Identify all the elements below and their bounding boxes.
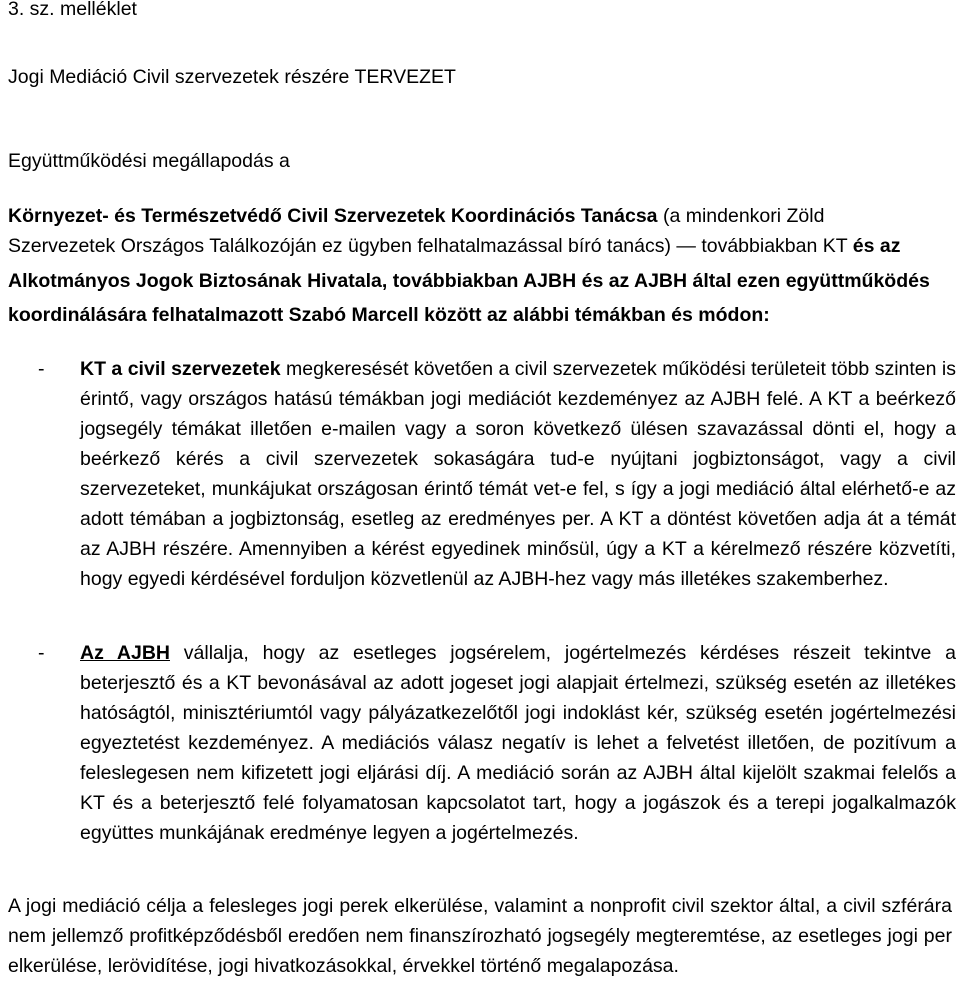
closing-paragraph — [8, 891, 952, 981]
list-item-ajbh — [80, 638, 956, 848]
council-name: Környezet- és Természetvédő Civil Szervezetek Koordinációs Tanácsa — [8, 205, 658, 227]
intro-line-4: koordinálására felhatalmazott Szabó Marcell között az alábbi témákban és módon: — [8, 304, 770, 326]
list-item-lead: Az AJBH — [80, 642, 170, 664]
list-item-text: vállalja, hogy az esetleges jogsérelem, jogértelmezés kérdéses részeit tekintve a beterjesztő és a KT bevonásával az adott jogeset jogi alapjait értelmezi, szükség esetén az illetékes hatóságtól, minisztériumtól vagy pályázatkezelőtől jogi indoklást kér, szükség esetén jogértelmezési egyeztetést kezdeményez. A mediációs válasz negatív is lehet a felvetést illetően, de pozitívum a feleslegesen nem kifizetett jogi eljárási díj. A mediáció során az AJBH által kijelölt szakmai felelős a KT és a beterjesztő felé folyamatosan kapcsolatot tart, hogy a jogászok és a terepi jogalkalmazók együttes munkájának eredménye legyen a jogértelmezés. — [80, 642, 956, 844]
list-bullet: - — [38, 642, 45, 664]
intro-line-2-text: Szervezetek Országos Találkozóján ez ügyben felhatalmazással bíró tanács) — továbbiakban KT — [8, 235, 853, 257]
document-title: Jogi Mediáció Civil szervezetek részére TERVEZET — [8, 66, 456, 88]
intro-line-2 — [8, 233, 900, 259]
intro-line-3: Alkotmányos Jogok Biztosának Hivatala, továbbiakban AJBH és az AJBH által ezen együttműködés — [8, 270, 930, 292]
list-item-text: megkeresését követően a civil szervezetek működési területeit több szinten is érintő, vagy országos hatású témákban jogi mediációt kezdeményez az AJBH felé. A KT a beérkező jogsegély témákat illetően e-mailen vagy a soron következő ülésen szavazással dönti el, hogy a beérkező kérés a civil szervezetek sokaságára tud-e nyújtani jogbiztonságot, vagy a civil szervezeteket, munkájukat országosan érintő témát vet-e fel, s így a jogi mediáció által elérhető-e az adott témában a jogbiztonság, esetleg az eredményes per. A KT a döntést követően adja át a témát az AJBH részére. Amennyiben a kérést egyedinek minősül, úgy a KT a kérelmező részére közvetíti, hogy egyedi kérdésével forduljon közvetlenül az AJBH-hez vagy más illetékes szakemberhez. — [80, 358, 956, 590]
intro-line-2-bold: és az — [852, 235, 901, 257]
closing-text: A jogi mediáció célja a felesleges jogi perek elkerülése, valamint a nonprofit civil szektor által, a civil szférára nem jellemző profitképződésből eredően nem finanszírozható jogsegély megteremtése, az esetleges jogi per elkerülése, lerövidítése, jogi hivatkozásokkal, érvekkel történő megalapozása. — [8, 895, 952, 977]
intro-line-1 — [8, 203, 824, 229]
list-item-lead: KT a civil szervezetek — [80, 358, 281, 380]
list-bullet: - — [38, 358, 45, 380]
list-item-kt — [80, 354, 956, 594]
intro-line-1-rest: (a mindenkori Zöld — [657, 205, 825, 227]
annex-label: 3. sz. melléklet — [8, 0, 137, 20]
agreement-subtitle: Együttműködési megállapodás a — [8, 150, 290, 172]
